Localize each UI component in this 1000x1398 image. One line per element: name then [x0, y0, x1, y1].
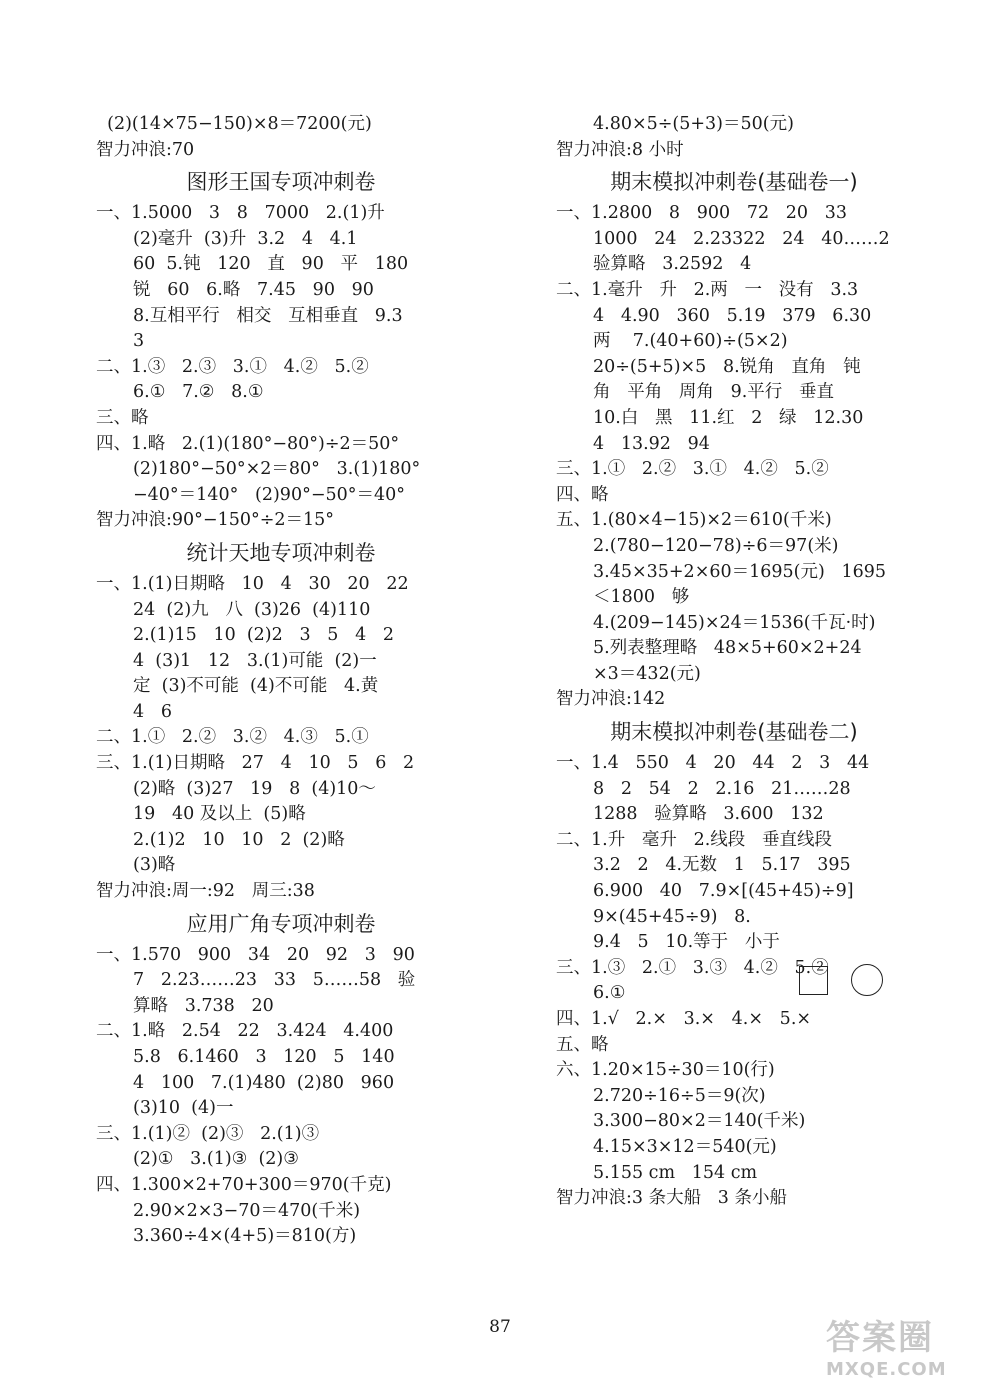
answer-line: (2)毫升 (3)升 3.2 4 4.1: [133, 228, 358, 249]
answer-line: 六、1.20×15÷30＝10(行): [556, 1060, 775, 1081]
answer-line: 三、1.(1)② (2)③ 2.(1)③: [96, 1123, 320, 1144]
answer-line: 四、1.略 2.(1)(180°−80°)÷2＝50°: [96, 433, 400, 454]
answer-line: 二、1.① 2.② 3.② 4.③ 5.①: [96, 727, 369, 748]
answer-line: 三、略: [96, 407, 149, 428]
section-title: 期末模拟冲刺卷(基础卷二): [610, 720, 858, 745]
section-title: 统计天地专项冲刺卷: [186, 540, 376, 565]
answer-line: 二、1.③ 2.③ 3.① 4.② 5.②: [96, 356, 369, 377]
left-column: [96, 112, 466, 1250]
answer-line: 3.300−80×2＝140(千米): [593, 1111, 806, 1132]
answer-line: 一、1.(1)日期略 10 4 30 20 22: [96, 573, 409, 594]
answer-line: (2)略 (3)27 19 8 (4)10～: [133, 778, 376, 799]
answer-line: 智力冲浪:3 条大船 3 条小船: [556, 1188, 787, 1209]
answer-line: 四、1.√ 2.× 3.× 4.× 5.×: [556, 1009, 812, 1029]
section-title: 应用广角专项冲刺卷: [186, 911, 376, 936]
answer-line: 角 平角 周角 9.平行 垂直: [593, 382, 834, 403]
answer-line: (2)180°−50°×2＝80° 3.(1)180°: [133, 459, 421, 480]
answer-line: 5.8 6.1460 3 120 5 140: [133, 1047, 395, 1067]
answer-line: 2.(1)2 10 10 2 (2)略: [133, 829, 345, 850]
answer-line: 3.360÷4×(4+5)＝810(方): [133, 1226, 357, 1247]
right-column: [556, 112, 912, 1212]
answer-line: 智力冲浪:70: [96, 139, 195, 160]
watermark-url: MXQE.COM: [826, 1359, 947, 1380]
answer-line: 20÷(5+5)×5 8.锐角 直角 钝: [593, 356, 861, 377]
answer-line: 4.(209−145)×24＝1536(千瓦·时): [593, 612, 876, 633]
answer-line: 5.155 cm 154 cm: [593, 1162, 758, 1183]
answer-line: 验算略 3.2592 4: [593, 254, 752, 275]
answer-line: 智力冲浪:142: [556, 689, 666, 710]
answer-line: 19 40 及以上 (5)略: [133, 804, 306, 825]
answer-line: 二、1.略 2.54 22 3.424 4.400: [96, 1021, 394, 1042]
answer-line: 60 5.钝 120 直 90 平 180: [133, 254, 409, 275]
answer-line: 6.① 7.② 8.①: [133, 382, 264, 403]
answer-line: 1000 24 2.23322 24 40……2: [593, 228, 890, 249]
answer-line: 二、1.升 毫升 2.线段 垂直线段: [556, 829, 832, 850]
answer-line: 五、略: [556, 1034, 609, 1055]
answer-line: ×3＝432(元): [593, 663, 701, 684]
answer-line: 9×(45+45÷9) 8.: [593, 906, 751, 927]
answer-line: 6.①: [593, 983, 626, 1004]
answer-line: 锐 60 6.略 7.45 90 90: [133, 279, 374, 300]
answer-line: 4 4.90 360 5.19 379 6.30: [593, 305, 872, 326]
answer-line: 6.900 40 7.9×[(45+45)÷9]: [593, 881, 854, 902]
answer-line: 3.45×35+2×60＝1695(元) 1695: [593, 561, 887, 582]
answer-line: 三、1.(1)日期略 27 4 10 5 6 2: [96, 753, 415, 774]
answer-line: (2)① 3.(1)③ (2)③: [133, 1149, 299, 1170]
answer-line: 1288 验算略 3.600 132: [593, 804, 824, 825]
answer-line: 智力冲浪:8 小时: [556, 139, 684, 160]
answer-line: 2.720÷16÷5＝9(次): [593, 1085, 766, 1106]
answer-line: 一、1.2800 8 900 72 20 33: [556, 203, 848, 224]
answer-line: 二、1.毫升 升 2.两 一 没有 3.3: [556, 279, 859, 300]
answer-line: 7 2.23……23 33 5……58 验: [133, 970, 416, 991]
answer-line: (3)10 (4)一: [133, 1098, 234, 1119]
square-shape: [799, 966, 828, 995]
answer-line: ＜1800 够: [593, 587, 690, 608]
answer-line: 2.90×2×3−70＝470(千米): [133, 1200, 361, 1221]
answer-line: 8 2 54 2 2.16 21……28: [593, 778, 851, 799]
answer-line: 智力冲浪:90°−150°÷2＝15°: [96, 510, 335, 531]
answer-line: 4 6: [133, 701, 172, 722]
answer-line: 一、1.4 550 4 20 44 2 3 44: [556, 753, 870, 774]
answer-line: 算略 3.738 20: [133, 995, 274, 1016]
section-title: 图形王国专项冲刺卷: [186, 170, 376, 195]
answer-line: 一、1.570 900 34 20 92 3 90: [96, 944, 415, 965]
answer-line: (3)略: [133, 855, 176, 876]
answer-line: 8.互相平行 相交 互相垂直 9.3: [133, 305, 403, 326]
answer-line: 4.80×5÷(5+3)＝50(元): [593, 114, 794, 134]
watermark-logo: [826, 1318, 986, 1390]
answer-line: 3.2 2 4.无数 1 5.17 395: [593, 855, 851, 876]
answer-line: 4 100 7.(1)480 (2)80 960: [133, 1072, 395, 1093]
page-number: 87: [489, 1317, 511, 1337]
answer-line: 一、1.5000 3 8 7000 2.(1)升: [96, 203, 385, 224]
shape-answers: [799, 964, 889, 998]
answer-line: 24 (2)九 八 (3)26 (4)110: [133, 599, 371, 620]
answer-line: 四、1.300×2+70+300＝970(千克): [96, 1174, 392, 1195]
answer-line: 2.(780−120−78)÷6＝97(米): [593, 535, 839, 556]
answer-line: 4 (3)1 12 3.(1)可能 (2)一: [133, 650, 377, 671]
answer-line: 四、略: [556, 484, 609, 505]
answer-line: 三、1.① 2.② 3.① 4.② 5.②: [556, 459, 829, 480]
answer-line: 2.(1)15 10 (2)2 3 5 4 2: [133, 625, 395, 646]
answer-line: 4.15×3×12＝540(元): [593, 1136, 777, 1157]
answer-line: 4 13.92 94: [593, 433, 710, 454]
answer-line: −40°＝140° (2)90°−50°＝40°: [133, 484, 406, 505]
answer-line: 5.列表整理略 48×5+60×2+24: [593, 638, 862, 659]
answer-line: 9.4 5 10.等于 小于: [593, 932, 780, 953]
answer-line: 3: [133, 331, 145, 352]
answer-line: 三、1.③ 2.① 3.③ 4.② 5.②: [556, 957, 829, 978]
watermark-title: 答案圈: [826, 1318, 934, 1358]
answer-line: 两 7.(40+60)÷(5×2): [593, 331, 788, 352]
answer-line: 智力冲浪:周一:92 周三:38: [96, 881, 315, 902]
circle-shape: [851, 964, 883, 996]
answer-line: (2)(14×75−150)×8＝7200(元): [96, 114, 372, 134]
answer-line: 10.白 黑 11.红 2 绿 12.30: [593, 407, 864, 428]
section-title: 期末模拟冲刺卷(基础卷一): [610, 170, 858, 195]
answer-line: 五、1.(80×4−15)×2＝610(千米): [556, 510, 832, 531]
answer-line: 定 (3)不可能 (4)不可能 4.黄: [133, 676, 379, 697]
